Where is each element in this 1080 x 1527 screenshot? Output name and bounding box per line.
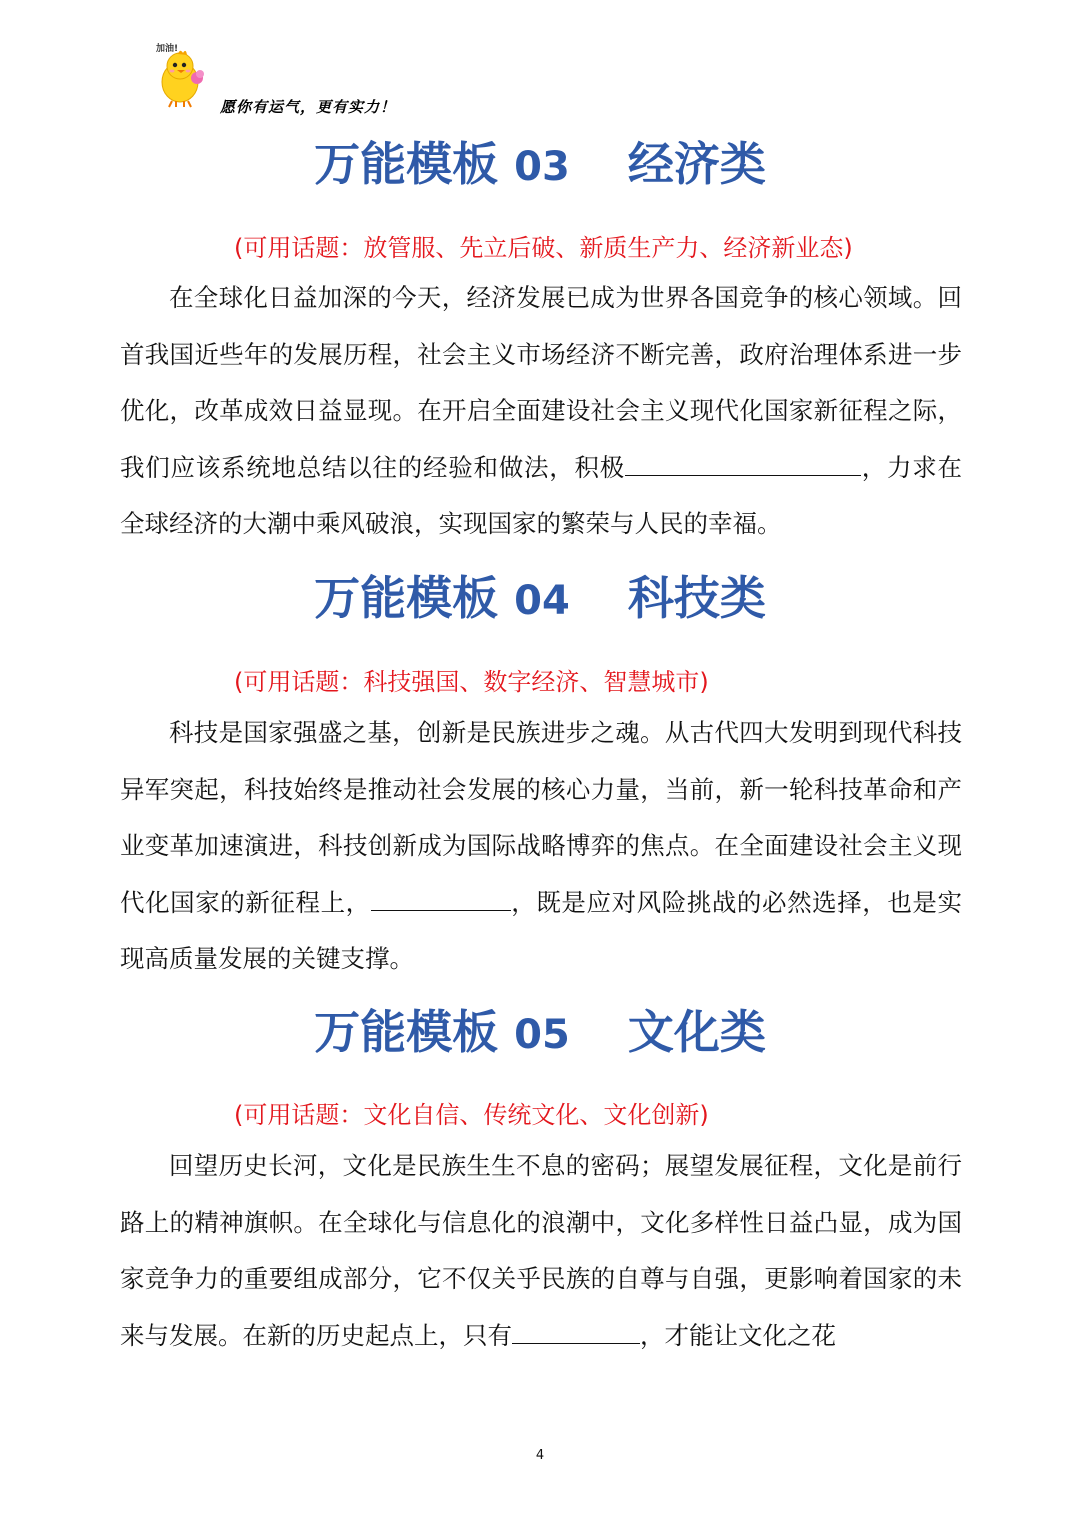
- topics-line: (可用话题：放管服、先立后破、新质生产力、经济新业态): [234, 234, 853, 262]
- section-title: 万能模板 04 科技类: [314, 571, 766, 625]
- section-title: 万能模板 05 文化类: [314, 1005, 766, 1059]
- template-paragraph: 回望历史长河，文化是民族生生不息的密码；展望发展征程，文化是前行路上的精神旗帜。在全球化与信息化的浪潮中，文化多样性日益凸显，成为国家竞争力的重要组成部分，它不仅关乎民族的自尊与自强，更影响着国家的未来与发展。在新的历史起点上，只有 ，才能让文化之花: [120, 1151, 962, 1350]
- mascot-badge: 加油!: [156, 44, 179, 54]
- fill-blank: [371, 888, 511, 911]
- fill-blank: [512, 1321, 640, 1344]
- page-number: 4: [535, 1448, 545, 1463]
- template-paragraph: 科技是国家强盛之基，创新是民族进步之魂。从古代四大发明到现代科技异军突起，科技始终是推动社会发展的核心力量，当前，新一轮科技革命和产业变革加速演进，科技创新成为国际战略博弈的焦点。在全面建设社会主义现代化国家的新征程上， ，既是应对风险挑战的必然选择，也是实现高质量发展的关键支撑。: [120, 718, 963, 973]
- page-header: [150, 40, 570, 120]
- section-title: 万能模板 03 经济类: [314, 137, 766, 191]
- template-paragraph: 在全球化日益加深的今天，经济发展已成为世界各国竞争的核心领域。回首我国近些年的发展历程，社会主义市场经济不断完善，政府治理体系进一步优化，改革成效日益显现。在开启全面建设社会主义现代化国家新征程之际，我们应该系统地总结以往的经验和做法，积极 ，力求在全球经济的大潮中乘风破浪，实现国家的繁荣与人民的幸福。: [120, 283, 962, 538]
- chick-mascot-icon: [150, 40, 218, 110]
- motto-text: 愿你有运气，更有实力！: [220, 98, 397, 116]
- topics-line: (可用话题：文化自信、传统文化、文化创新): [234, 1101, 709, 1129]
- fill-blank: [625, 453, 861, 476]
- topics-line: (可用话题：科技强国、数字经济、智慧城市): [234, 668, 709, 696]
